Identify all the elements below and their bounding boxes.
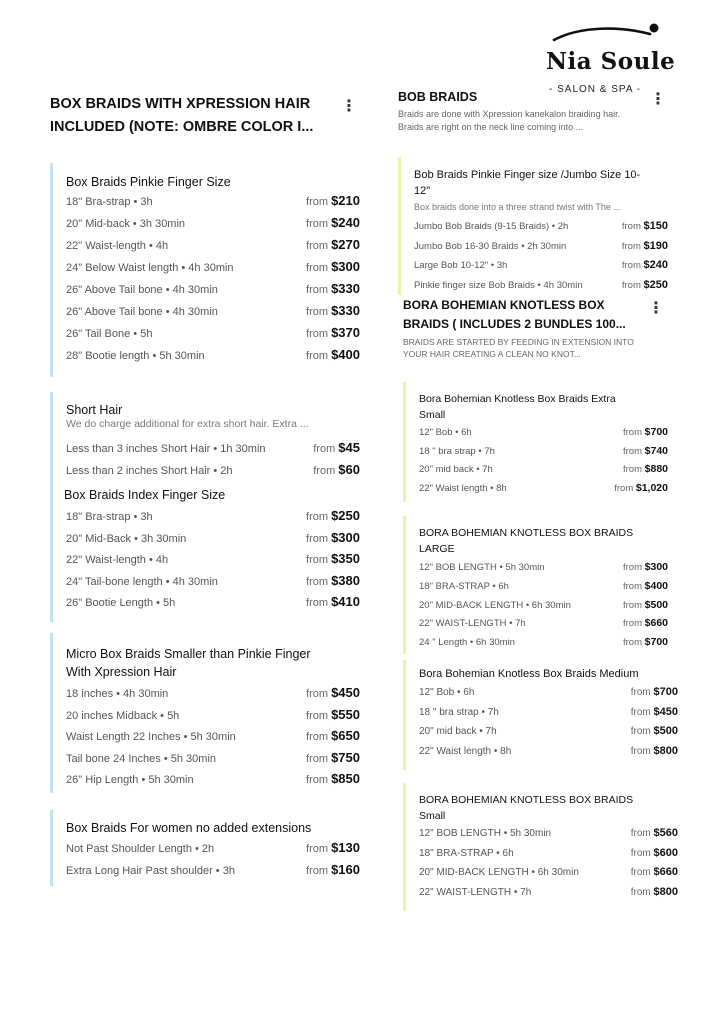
price-prefix: from (313, 465, 336, 477)
service-option-row[interactable] (414, 259, 668, 279)
price-value: $350 (331, 551, 360, 566)
service-option-row[interactable] (66, 840, 360, 862)
service-title-line: With Xpression Hair (66, 665, 177, 679)
price-prefix: from (630, 887, 651, 899)
service-card-pinkie (50, 163, 360, 377)
service-option-price (306, 840, 360, 855)
service-title-line: Small (419, 810, 446, 822)
service-option-label: Large Bob 10-12" • 3h (414, 260, 508, 271)
service-option-label: 18" Bra-strap • 3h (66, 511, 153, 523)
service-card-no-extensions (50, 810, 360, 886)
service-option-row[interactable] (66, 728, 360, 750)
price-prefix: from (306, 196, 329, 208)
service-option-price (306, 325, 360, 340)
price-value: $400 (644, 579, 668, 592)
category-title: BOB BRAIDS (398, 90, 478, 104)
service-option-price (623, 561, 668, 573)
service-option-price (306, 237, 360, 252)
service-description: Box braids done into a three strand twist with The ... (414, 202, 621, 212)
service-option-row[interactable] (66, 530, 360, 552)
brand-subtitle: - SALON & SPA - (549, 84, 642, 95)
service-option-label: 22" Waist length • 8h (419, 745, 512, 757)
service-option-row[interactable] (419, 706, 678, 726)
price-value: $700 (644, 636, 668, 649)
service-option-price (623, 445, 668, 457)
service-option-label: 22" Waist-length • 4h (66, 240, 169, 252)
service-option-row[interactable] (66, 259, 360, 281)
service-option-label: 26" Hip Length • 5h 30min (66, 774, 194, 786)
price-value: $370 (331, 325, 360, 340)
service-title (419, 382, 668, 423)
price-value: $190 (643, 239, 668, 252)
service-description: We do charge additional for extra short hair. Extra ... (66, 418, 309, 430)
price-prefix: from (623, 580, 642, 592)
service-option-label: 20" mid back • 7h (419, 464, 493, 475)
service-option-label: 22" Waist-length • 4h (66, 554, 169, 566)
service-option-price (306, 685, 360, 700)
price-prefix: from (306, 864, 329, 877)
service-option-price (306, 728, 360, 743)
service-option-label: 18" Bra-strap • 3h (66, 196, 153, 208)
price-prefix: from (621, 260, 641, 271)
price-value: $250 (643, 278, 668, 291)
service-card-bob (398, 157, 668, 295)
service-title: Bora Bohemian Knotless Box Braids Medium (419, 668, 639, 680)
service-option-price (631, 866, 678, 878)
service-option-label: Jumbo Bob Braids (9-15 Braids) • 2h (414, 221, 569, 232)
service-option-row[interactable] (419, 580, 668, 599)
service-option-label: Less than 2 inches Short Hair • 2h (66, 465, 233, 477)
service-option-row[interactable] (419, 886, 678, 906)
service-card-bora-large (403, 516, 668, 654)
service-option-row[interactable] (66, 325, 360, 347)
service-option-row[interactable] (66, 440, 360, 462)
price-prefix: from (621, 279, 641, 291)
service-option-price (631, 827, 678, 839)
service-option-row[interactable] (66, 462, 360, 484)
service-option-price (623, 636, 668, 648)
service-option-row[interactable] (66, 594, 360, 616)
service-option-label: 12" Bob • 6h (419, 687, 475, 698)
service-title-line: Small (419, 409, 446, 421)
price-value: $150 (643, 220, 668, 232)
price-prefix: from (306, 284, 329, 296)
price-prefix: from (621, 221, 641, 232)
price-value: $210 (331, 193, 360, 208)
service-option-row[interactable] (66, 771, 360, 793)
service-option-label: 12" Bob • 6h (419, 427, 472, 438)
service-title: Short Hair (66, 403, 123, 417)
price-prefix: from (306, 240, 329, 252)
service-option-row[interactable] (66, 750, 360, 772)
price-value: $740 (644, 444, 668, 457)
service-option-price (631, 886, 678, 898)
price-prefix: from (306, 218, 329, 230)
service-option-label: 24" Tail-bone length • 4h 30min (66, 575, 218, 588)
service-option-row[interactable] (66, 508, 360, 530)
price-prefix: from (630, 745, 651, 757)
service-option-price (306, 347, 360, 362)
service-option-price (306, 573, 360, 588)
price-value: $60 (338, 462, 360, 477)
service-title-line: Bora Bohemian Knotless Box Braids Extra (419, 393, 616, 405)
service-option-price (622, 240, 668, 252)
price-prefix: from (621, 240, 641, 252)
service-option-label: Extra Long Hair Past shoulder • 3h (66, 864, 235, 877)
service-option-row[interactable] (419, 599, 668, 618)
service-option-price (306, 259, 360, 274)
price-prefix: from (306, 350, 329, 362)
price-prefix: from (306, 843, 329, 855)
price-prefix: from (306, 752, 329, 765)
price-prefix: from (306, 688, 329, 700)
service-card-bora-small (403, 783, 678, 911)
price-value: $1,020 (635, 481, 668, 494)
service-option-label: Waist Length 22 Inches • 5h 30min (66, 731, 236, 743)
service-option-label: 20" MID-BACK LENGTH • 6h 30min (419, 599, 571, 611)
price-value: $240 (331, 215, 360, 230)
service-option-price (306, 530, 360, 545)
price-value: $270 (331, 237, 360, 252)
service-option-label: 18" BRA-STRAP • 6h (419, 580, 509, 592)
service-option-price (614, 482, 668, 494)
price-prefix: from (623, 427, 642, 438)
service-option-label: 28" Bootie length • 5h 30min (66, 350, 205, 362)
bob-category-header (398, 88, 638, 134)
service-option-row[interactable] (414, 220, 668, 240)
price-prefix: from (306, 597, 329, 609)
price-value: $45 (338, 440, 360, 455)
service-title: Box Braids For women no added extensions (66, 821, 312, 835)
service-option-price (306, 707, 360, 722)
price-value: $130 (331, 840, 360, 855)
service-option-row[interactable] (66, 685, 360, 707)
price-value: $660 (644, 617, 668, 630)
service-title (419, 516, 668, 557)
price-value: $500 (644, 598, 668, 611)
price-prefix: from (623, 599, 642, 611)
service-option-price (306, 750, 360, 765)
price-prefix: from (306, 554, 329, 566)
price-value: $380 (331, 572, 360, 588)
service-option-label: 20" MID-BACK LENGTH • 6h 30min (419, 867, 579, 879)
price-prefix: from (623, 562, 642, 573)
service-option-price (306, 508, 360, 523)
category-description: Braids are done with Xpression kanekalon braiding hair. Braids are right on the neck line coming into ... (398, 108, 621, 132)
service-title-line: BORA BOHEMIAN KNOTLESS BOX BRAIDS (419, 527, 634, 539)
service-card-short-hair (50, 392, 360, 622)
price-value: $240 (643, 259, 668, 271)
service-title: Box Braids Pinkie Finger Size (66, 175, 231, 189)
service-option-row[interactable] (419, 827, 678, 847)
price-prefix: from (614, 482, 634, 494)
service-title-line: BORA BOHEMIAN KNOTLESS BOX BRAIDS (419, 794, 634, 806)
price-value: $500 (653, 725, 678, 737)
price-value: $300 (331, 529, 360, 545)
price-prefix: from (623, 464, 642, 475)
service-option-label: Jumbo Bob 16-30 Braids • 2h 30min (414, 240, 567, 252)
service-option-row[interactable] (66, 551, 360, 573)
price-value: $450 (331, 685, 360, 700)
service-card-micro (50, 633, 360, 793)
service-option-row[interactable] (419, 445, 668, 464)
price-value: $250 (331, 508, 360, 523)
service-option-label: Not Past Shoulder Length • 2h (66, 843, 215, 855)
price-value: $700 (653, 686, 678, 698)
price-value: $660 (653, 866, 678, 879)
price-value: $300 (331, 259, 360, 274)
service-option-row[interactable] (419, 482, 668, 501)
price-prefix: from (306, 262, 329, 274)
service-option-price (623, 599, 668, 611)
more-vertical-icon[interactable]: ⋮ (650, 91, 666, 108)
price-prefix: from (306, 532, 329, 545)
price-prefix: from (630, 706, 651, 718)
price-value: $560 (653, 827, 678, 839)
price-prefix: from (630, 847, 651, 859)
service-option-price (631, 725, 678, 737)
service-option-price (622, 279, 668, 291)
service-option-label: 24 " Length • 6h 30min (419, 637, 515, 649)
price-value: $700 (644, 426, 668, 438)
service-option-row[interactable] (419, 636, 668, 655)
left-category-header (50, 93, 330, 139)
service-option-label: 22" Waist length • 8h (419, 482, 507, 494)
service-option-label: 20 inches Midback • 5h (66, 709, 180, 722)
service-option-price (306, 303, 360, 318)
price-value: $800 (653, 886, 678, 899)
service-title (419, 783, 678, 824)
more-vertical-icon[interactable]: ⋮ (341, 98, 357, 115)
service-option-row[interactable] (419, 463, 668, 482)
service-option-price (306, 771, 360, 786)
price-value: $330 (331, 303, 360, 318)
service-option-label: 26" Above Tail bone • 4h 30min (66, 306, 218, 318)
service-option-label: 20" Mid-Back • 3h 30min (66, 532, 187, 545)
service-option-price (306, 594, 360, 609)
service-option-row[interactable] (66, 193, 360, 215)
bora-category-header (403, 296, 643, 360)
service-option-price (631, 706, 678, 718)
service-option-label: 18 " bra strap • 7h (419, 706, 499, 718)
price-prefix: from (306, 328, 329, 340)
price-prefix: from (306, 575, 329, 588)
service-option-label: 20" mid back • 7h (419, 726, 497, 737)
service-option-row[interactable] (66, 347, 360, 369)
service-option-price (623, 463, 668, 475)
price-prefix: from (623, 445, 642, 457)
service-option-row[interactable] (66, 862, 360, 884)
price-value: $330 (331, 281, 360, 296)
price-value: $300 (644, 561, 668, 573)
service-option-price (631, 686, 678, 698)
service-option-label: 18 " bra strap • 7h (419, 445, 495, 457)
service-option-row[interactable] (419, 725, 678, 745)
service-option-price (313, 462, 360, 477)
category-title: BOX BRAIDS WITH XPRESSION HAIR INCLUDED (NOTE: OMBRE COLOR I... (50, 96, 314, 135)
service-option-price (631, 745, 678, 757)
price-value: $650 (331, 728, 360, 743)
price-prefix: from (630, 687, 651, 698)
service-option-row[interactable] (419, 561, 668, 580)
service-option-label: 18 inches • 4h 30min (66, 688, 169, 700)
price-value: $160 (331, 861, 360, 877)
category-title: BORA BOHEMIAN KNOTLESS BOX BRAIDS ( INCLUDES 2 BUNDLES 100... (403, 298, 626, 331)
service-option-row[interactable] (419, 686, 678, 706)
service-option-price (622, 259, 668, 271)
service-option-label: 12" BOB LENGTH • 5h 30min (419, 828, 552, 839)
service-option-row[interactable] (66, 303, 360, 325)
service-option-label: 24" Below Waist length • 4h 30min (66, 262, 234, 274)
service-title-line: 12" (414, 185, 431, 197)
service-option-label: 18" BRA-STRAP • 6h (419, 847, 514, 859)
service-option-price (623, 426, 668, 438)
service-option-price (631, 847, 678, 859)
price-prefix: from (630, 867, 651, 879)
service-option-row[interactable] (414, 240, 668, 260)
service-option-price (306, 215, 360, 230)
price-value: $400 (331, 347, 360, 362)
service-title: Box Braids Index Finger Size (64, 488, 226, 502)
service-option-price (313, 440, 360, 455)
service-option-row[interactable] (66, 215, 360, 237)
service-option-row[interactable] (419, 847, 678, 867)
service-option-row[interactable] (419, 617, 668, 636)
service-option-price (306, 281, 360, 296)
service-option-row[interactable] (419, 866, 678, 886)
price-value: $850 (331, 771, 360, 786)
service-title-line: Bob Braids Pinkie Finger size /Jumbo Size 10- (414, 169, 641, 181)
service-option-price (622, 220, 668, 232)
service-option-label: 12" BOB LENGTH • 5h 30min (419, 562, 545, 573)
price-value: $880 (644, 463, 668, 475)
service-option-row[interactable] (66, 707, 360, 729)
service-card-bora-extra-small (403, 382, 668, 502)
service-option-row[interactable] (66, 281, 360, 303)
more-vertical-icon[interactable]: ⋮ (648, 300, 664, 317)
price-prefix: from (306, 709, 329, 722)
price-value: $410 (331, 594, 360, 609)
price-prefix: from (313, 443, 336, 455)
price-value: $450 (653, 705, 678, 718)
price-prefix: from (630, 726, 651, 737)
swoosh-icon (550, 22, 660, 44)
service-title-line: Micro Box Braids Smaller than Pinkie Finger (66, 647, 311, 661)
service-option-label: 26" Bootie Length • 5h (66, 597, 176, 609)
service-option-label: 26" Above Tail bone • 4h 30min (66, 284, 218, 296)
price-prefix: from (306, 511, 329, 523)
price-prefix: from (306, 774, 329, 786)
service-option-label: 22" WAIST-LENGTH • 7h (419, 887, 532, 899)
service-option-row[interactable] (66, 237, 360, 259)
service-option-row[interactable] (419, 426, 668, 445)
price-prefix: from (623, 637, 642, 649)
price-prefix: from (630, 828, 651, 839)
service-option-row[interactable] (66, 573, 360, 595)
service-option-price (306, 862, 360, 877)
price-prefix: from (623, 618, 642, 630)
service-option-row[interactable] (419, 745, 678, 765)
service-option-label: Less than 3 inches Short Hair • 1h 30min (66, 443, 266, 455)
service-title (414, 157, 668, 199)
price-value: $800 (653, 744, 678, 757)
service-option-price (306, 551, 360, 566)
price-value: $550 (331, 706, 360, 722)
service-option-label: Tail bone 24 Inches • 5h 30min (66, 752, 217, 765)
price-prefix: from (306, 306, 329, 318)
service-option-label: 26" Tail Bone • 5h (66, 328, 153, 340)
service-option-label: 20" Mid-back • 3h 30min (66, 218, 186, 230)
service-option-label: 22" WAIST-LENGTH • 7h (419, 618, 526, 630)
price-prefix: from (306, 731, 329, 743)
service-option-price (623, 580, 668, 592)
category-description: BRAIDS ARE STARTED BY FEEDING IN EXTENSION INTO YOUR HAIR CREATING A CLEAN NO KNOT... (403, 337, 634, 359)
service-card-bora-medium (403, 660, 678, 770)
service-option-price (623, 617, 668, 629)
service-option-label: Pinkie finger size Bob Braids • 4h 30min (414, 279, 583, 291)
service-option-price (306, 193, 360, 208)
price-value: $600 (653, 846, 678, 859)
price-value: $750 (331, 749, 360, 765)
service-title-line: LARGE (419, 543, 455, 555)
brand-name: Nia Soule (546, 48, 676, 75)
service-title (66, 633, 360, 681)
